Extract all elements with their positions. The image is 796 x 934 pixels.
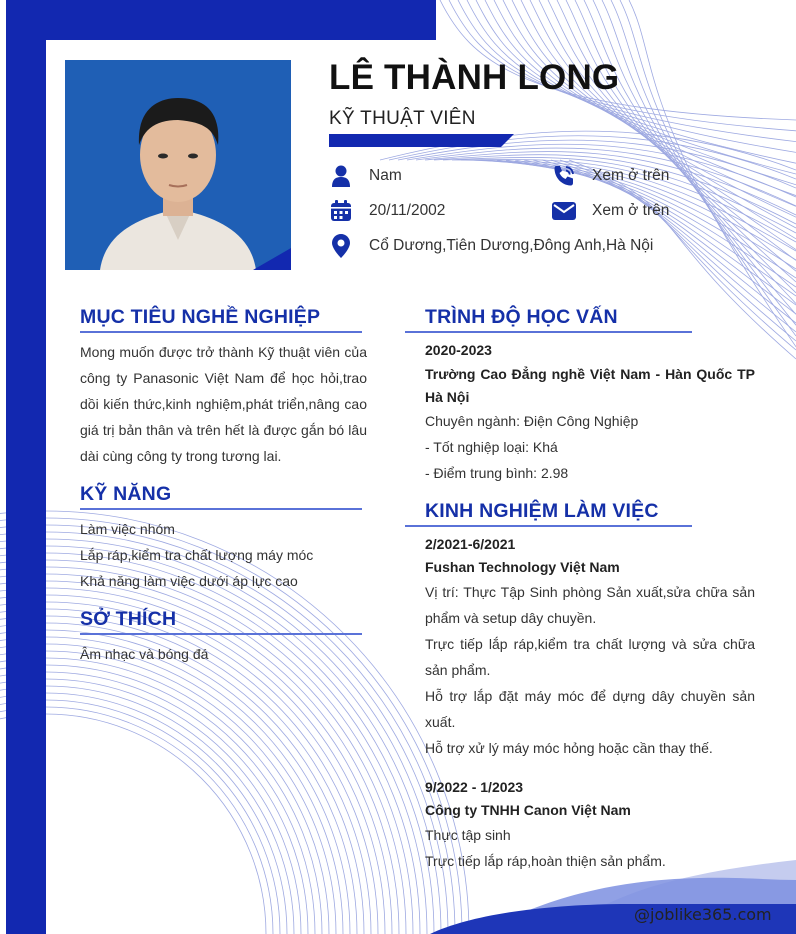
address-item — [329, 234, 653, 258]
education-school: Trường Cao Đẳng nghề Việt Nam - Hàn Quốc TP Hà Nội — [425, 366, 755, 405]
person-icon — [329, 164, 353, 188]
skill-item: Lắp ráp,kiểm tra chất lượng máy móc — [80, 547, 314, 563]
job-period: 9/2022 - 1/2023 — [425, 779, 524, 795]
education-period: 2020-2023 — [425, 342, 492, 358]
arc-line — [0, 637, 343, 934]
arc-line — [0, 658, 322, 934]
job-title: KỸ THUẬT VIÊN — [329, 108, 476, 129]
job-company: Công ty TNHH Canon Việt Nam — [425, 802, 631, 818]
experience-rule — [405, 525, 692, 527]
hobby-item: Âm nhạc và bóng đá — [80, 646, 209, 662]
experience-title: KINH NGHIỆM LÀM VIỆC — [425, 500, 659, 522]
job-line: Trực tiếp lắp ráp,kiểm tra chất lượng và sửa chữa sản phẩm. — [425, 636, 755, 678]
education-line: - Tốt nghiệp loại: Khá — [425, 439, 558, 455]
gender-text: Nam — [369, 167, 402, 184]
gender-item — [329, 164, 402, 188]
arc-line — [0, 616, 364, 934]
job-line: Trực tiếp lắp ráp,hoàn thiện sản phẩm. — [425, 853, 666, 869]
birthday-text: 20/11/2002 — [369, 202, 446, 219]
top-accent-bar — [6, 0, 436, 40]
objective-text: Mong muốn được trở thành Kỹ thuật viên của công ty Panasonic Việt Nam để học hỏi,trao dồi kiến thức,kinh nghiệm,phát triển,nâng cao giá trị bản thân và trên hết là được gắn bó lâu dài cùng công ty trong tương lai. — [80, 344, 367, 464]
arc-line — [0, 630, 350, 934]
arc-line — [0, 532, 448, 934]
profile-photo — [65, 60, 291, 270]
job-line: Thực tập sinh — [425, 827, 511, 843]
left-accent-bar — [6, 0, 46, 934]
candidate-name: LÊ THÀNH LONG — [329, 58, 620, 97]
education-rule — [405, 331, 692, 333]
arc-line — [0, 553, 427, 934]
job-company: Fushan Technology Việt Nam — [425, 559, 620, 575]
email-item — [552, 199, 669, 223]
arc-line — [0, 539, 441, 934]
birthday-item — [329, 199, 445, 223]
job-line: Hỗ trợ lắp đặt máy móc để dựng dây chuyền sản xuất. — [425, 688, 755, 730]
job-line: Vị trí: Thực Tập Sinh phòng Sản xuất,sửa chữa sản phẩm và setup dây chuyền. — [425, 584, 755, 626]
hobbies-title: SỞ THÍCH — [80, 608, 177, 630]
skills-title: KỸ NĂNG — [80, 483, 172, 505]
skills-rule — [80, 508, 362, 510]
location-pin-icon — [329, 234, 353, 258]
calendar-icon — [329, 199, 353, 223]
phone-icon — [552, 164, 576, 188]
watermark-text: @joblike365.com — [634, 905, 772, 924]
swirl-line — [479, 0, 796, 269]
arc-line — [0, 644, 336, 934]
arc-line — [0, 651, 329, 934]
education-line: Chuyên ngành: Điện Công Nghiệp — [425, 413, 639, 429]
objective-rule — [80, 331, 362, 333]
objective-title: MỤC TIÊU NGHỀ NGHIỆP — [80, 306, 321, 328]
arc-line — [0, 672, 308, 934]
envelope-icon — [552, 199, 576, 223]
email-text: Xem ở trên — [592, 202, 670, 219]
education-line: - Điểm trung bình: 2.98 — [425, 465, 569, 481]
arc-line — [0, 588, 392, 934]
skill-item: Khả năng làm việc dưới áp lực cao — [80, 573, 298, 589]
phone-item — [552, 164, 669, 188]
arc-line — [0, 665, 315, 934]
phone-text: Xem ở trên — [592, 167, 670, 184]
arc-line — [0, 567, 413, 934]
title-underline — [329, 134, 514, 147]
job-period: 2/2021-6/2021 — [425, 536, 516, 552]
education-title: TRÌNH ĐỘ HỌC VẤN — [425, 306, 618, 328]
address-text: Cổ Dương,Tiên Dương,Đông Anh,Hà Nội — [369, 237, 654, 254]
job-line: Hỗ trợ xử lý máy móc hỏng hoặc cần thay thế. — [425, 740, 713, 756]
hobbies-rule — [80, 633, 362, 635]
arc-line — [0, 546, 434, 934]
skill-item: Làm việc nhóm — [80, 521, 175, 537]
avatar — [65, 60, 291, 270]
